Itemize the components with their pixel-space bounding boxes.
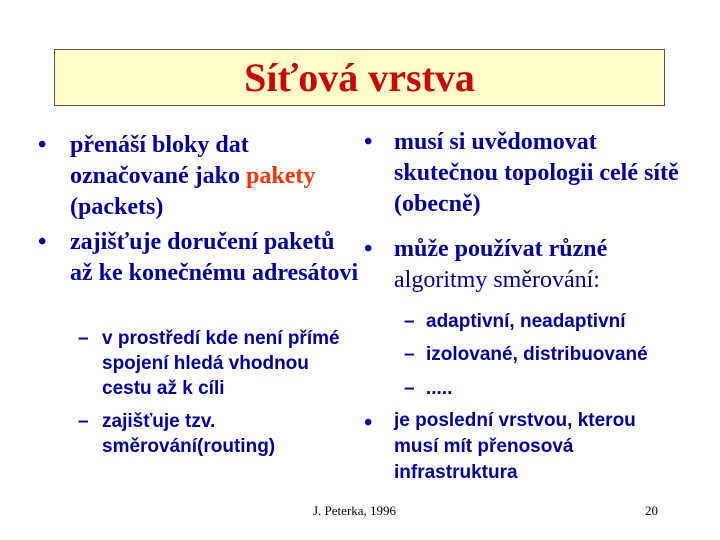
left-bullet-delivery: zajišťuje doručení paketů až ke konečnému adresátovi	[70, 229, 359, 286]
left-bullet-packets-tail: (packets)	[70, 194, 164, 220]
right-bullet-algorithms-bold: může používat různé	[394, 236, 608, 262]
right-sub-ellipsis: .....	[426, 378, 453, 399]
left-sub-path: v prostředí kde není přímé spojení hledá vhodnou cestu až k cíli	[102, 328, 340, 399]
dash-marker: –	[404, 378, 415, 399]
slide-title: Síťová vrstva	[244, 54, 475, 100]
bullet-marker: •	[38, 132, 47, 158]
dash-marker: –	[78, 411, 89, 432]
left-sub-routing: zajišťuje tzv. směrování(routing)	[102, 411, 276, 457]
right-bullet-last-layer: je poslední vrstvou, kterou musí mít přenosová infrastruktura	[394, 410, 636, 483]
dash-marker: –	[78, 328, 89, 349]
footer-page-number: 20	[645, 503, 658, 518]
keyword-pakety: pakety	[246, 163, 316, 189]
bullet-marker: •	[364, 129, 373, 155]
right-sub-isolated: izolované, distribuované	[426, 344, 648, 365]
right-bullet-algorithms-normal: algoritmy směrování:	[394, 267, 600, 293]
dash-marker: –	[404, 311, 415, 332]
left-bullet-packets	[70, 130, 362, 223]
bullet-marker: •	[38, 229, 47, 255]
dash-marker: –	[404, 344, 415, 365]
bullet-marker: •	[364, 236, 373, 262]
bullet-marker: •	[364, 410, 373, 436]
right-bullet-algorithms	[394, 234, 694, 296]
left-bullet-packets-text: přenáší bloky dat označované jako	[70, 132, 249, 189]
right-bullet-topology: musí si uvědomovat skutečnou topologii celé sítě (obecně)	[394, 129, 679, 217]
title-box	[54, 49, 665, 106]
right-sub-adaptive: adaptivní, neadaptivní	[426, 311, 626, 332]
footer-author: J. Peterka, 1996	[313, 503, 397, 518]
